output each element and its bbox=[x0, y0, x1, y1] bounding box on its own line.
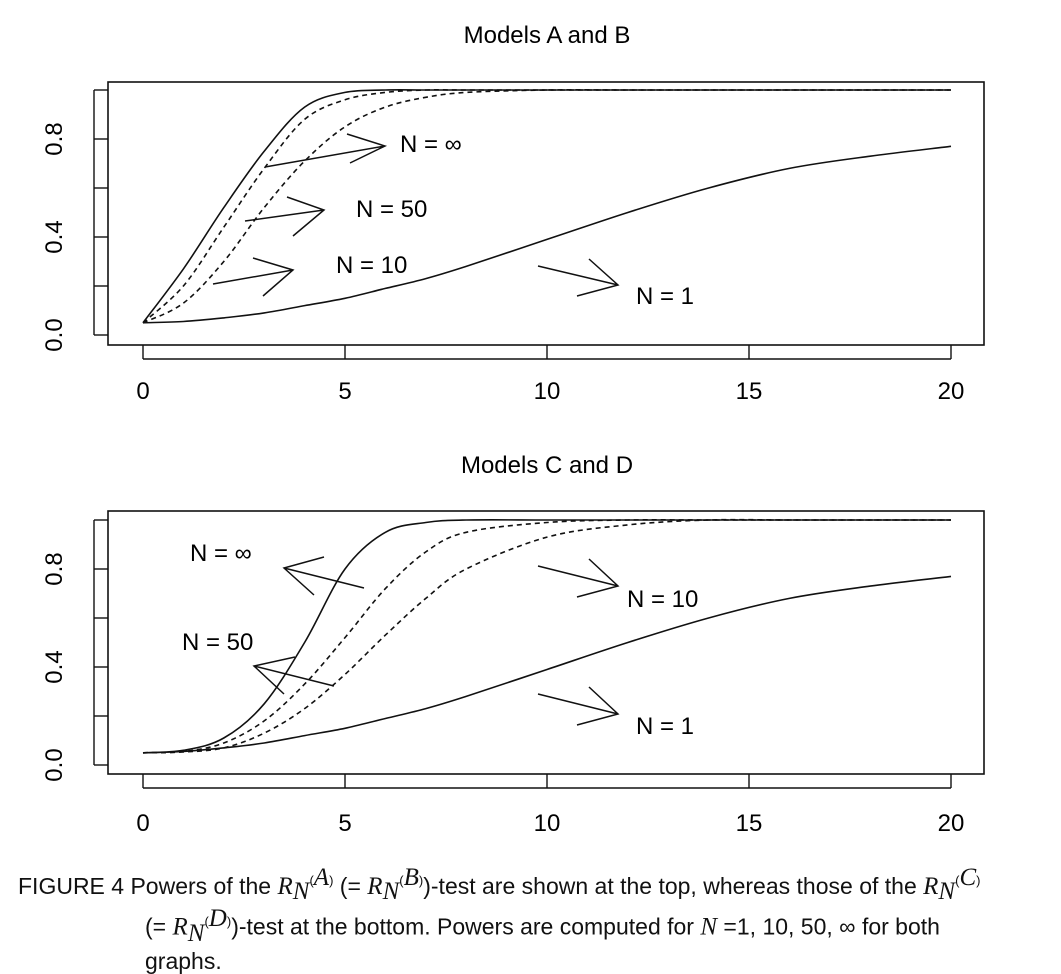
label-arrow bbox=[284, 557, 364, 595]
y-tick-label: 0.0 bbox=[41, 318, 68, 352]
x-tick-label: 20 bbox=[937, 810, 965, 837]
chart-title: Models A and B bbox=[463, 22, 631, 49]
label-arrow bbox=[254, 657, 334, 694]
series-label: N = 1 bbox=[636, 283, 695, 310]
series-label: N = 1 bbox=[636, 713, 695, 740]
x-tick-label: 10 bbox=[533, 810, 561, 837]
label-arrow bbox=[213, 258, 293, 296]
series-label: N = 10 bbox=[627, 586, 699, 613]
x-tick-label: 15 bbox=[735, 810, 763, 837]
x-tick-label: 20 bbox=[937, 378, 965, 405]
x-tick-label: 0 bbox=[136, 810, 150, 837]
series-label: N = 50 bbox=[182, 629, 254, 656]
chart-panel-2 bbox=[41, 452, 984, 837]
series-line-2 bbox=[143, 520, 951, 753]
x-tick-label: 10 bbox=[533, 378, 561, 405]
x-tick-label: 5 bbox=[338, 378, 352, 405]
series-label: N = 10 bbox=[336, 252, 408, 279]
series-line-2 bbox=[143, 90, 951, 323]
y-tick-label: 0.8 bbox=[41, 552, 68, 586]
label-arrow bbox=[245, 197, 324, 236]
chart-title: Models C and D bbox=[460, 452, 634, 479]
chart-panel-1 bbox=[41, 22, 984, 405]
y-tick-label: 0.4 bbox=[41, 650, 68, 684]
label-arrow bbox=[538, 559, 618, 597]
series-line-3 bbox=[143, 520, 951, 753]
x-tick-label: 5 bbox=[338, 810, 352, 837]
label-arrow bbox=[538, 259, 618, 296]
series-label: N = ∞ bbox=[190, 540, 252, 567]
series-line-3 bbox=[143, 90, 951, 323]
label-arrow bbox=[538, 687, 618, 725]
series-label: N = 50 bbox=[356, 196, 428, 223]
label-arrow bbox=[265, 134, 385, 167]
series-line-4 bbox=[143, 576, 951, 752]
plot-frame bbox=[108, 82, 984, 345]
series-line-4 bbox=[143, 146, 951, 322]
figure-caption bbox=[18, 866, 1048, 973]
x-tick-label: 0 bbox=[136, 378, 150, 405]
caption-line-3: graphs. bbox=[145, 947, 222, 974]
y-tick-label: 0.0 bbox=[41, 748, 68, 782]
series-line-1 bbox=[143, 90, 951, 323]
caption-line-2: (= $R_N^{(D)}$)-test at the bottom. Powers are computed for N =1, 10, 50, ∞ for both bbox=[145, 905, 940, 947]
series-label: N = ∞ bbox=[400, 131, 462, 158]
caption-line-1: FIGURE 4 Powers of the $R_N^{(A)}$ (= $R_N^{(B)}$)-test are shown at the top, whereas those of the $R_N^{(C)}$ bbox=[18, 864, 981, 906]
series-line-1 bbox=[143, 520, 951, 753]
y-tick-label: 0.4 bbox=[41, 220, 68, 254]
x-tick-label: 15 bbox=[735, 378, 763, 405]
y-tick-label: 0.8 bbox=[41, 122, 68, 156]
